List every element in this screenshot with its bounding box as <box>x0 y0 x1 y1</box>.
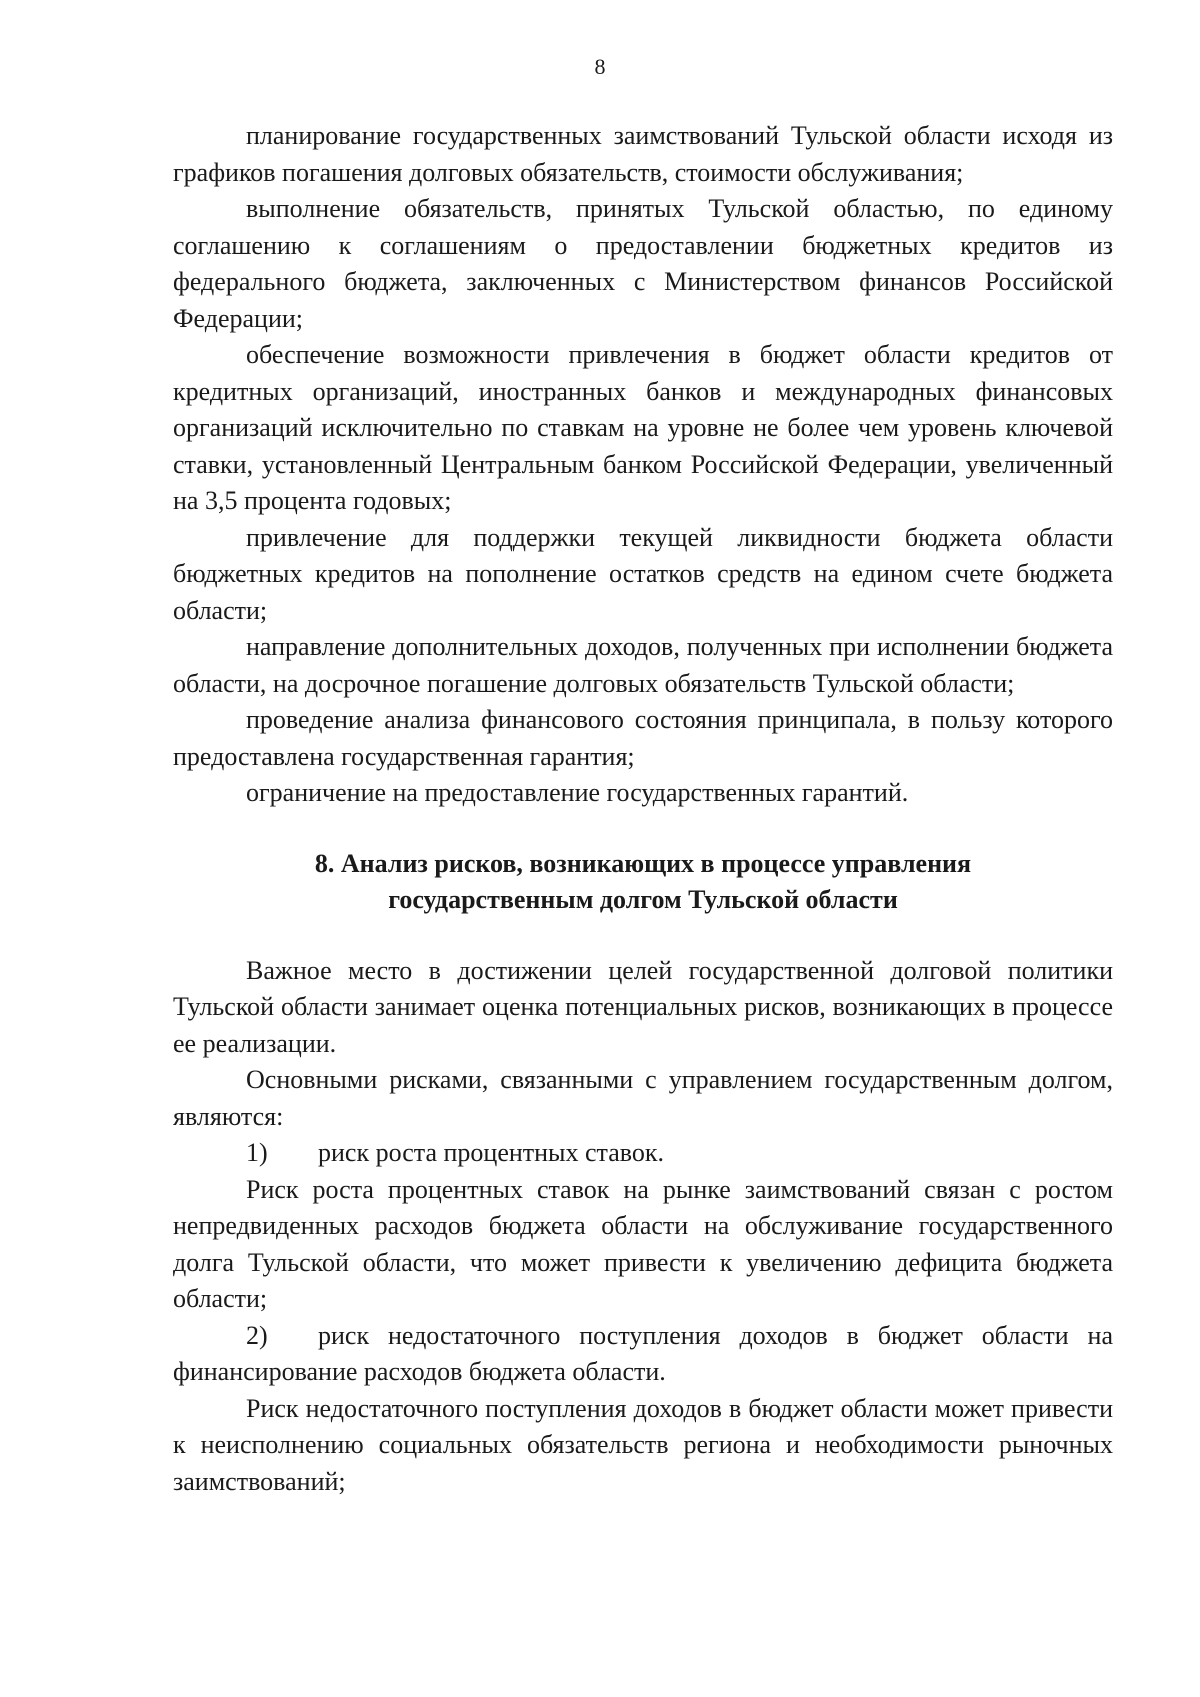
section-heading <box>173 846 1113 919</box>
paragraph-intro: Важное место в достижении целей государственной долговой политики Тульской области занимает оценка потенциальных рисков, возникающих в процессе ее реализации. <box>173 955 1113 1058</box>
paragraph-principal-analysis: проведение анализа финансового состояния принципала, в пользу которого предоставлена государственная гарантия; <box>173 705 1113 771</box>
list-item-text: риск роста процентных ставок. <box>318 1138 665 1167</box>
page-content <box>173 118 1113 1500</box>
paragraph-additional-income: направление дополнительных доходов, полученных при исполнении бюджета области, на досрочное погашение долговых обязательств Тульской области; <box>173 632 1113 698</box>
paragraph-borrowing-planning: планирование государственных заимствований Тульской области исходя из графиков погашения долговых обязательств, стоимости обслуживания; <box>173 121 1113 187</box>
section-heading-line1: 8. Анализ рисков, возникающих в процессе управления <box>314 848 972 878</box>
list-number: 2) <box>246 1320 268 1350</box>
page-number: 8 <box>594 54 606 79</box>
list-item-risk-1 <box>173 1135 1113 1172</box>
paragraph-obligations-fulfillment: выполнение обязательств, принятых Тульской областью, по единому соглашению к соглашениям о предоставлении бюджетных кредитов из федерального бюджета, заключенных с Министерством финансов Российской Федерации; <box>173 194 1113 333</box>
paragraph-risk-2-description: Риск недостаточного поступления доходов в бюджет области может привести к неисполнению социальных обязательств региона и необходимости рыночных заимствований; <box>173 1393 1113 1496</box>
list-item-risk-2 <box>173 1318 1113 1391</box>
paragraph-credit-attraction: обеспечение возможности привлечения в бюджет области кредитов от кредитных организаций, иностранных банков и международных финансовых организаций исключительно по ставкам на уровне не более чем уровень ключевой ставки, установленный Центральным банком Российской Федерации, увеличенный на 3,5 процента годовых; <box>173 340 1113 515</box>
section-heading-line2: государственным долгом Тульской области <box>388 885 898 914</box>
paragraph-main-risks: Основными рисками, связанными с управлением государственным долгом, являются: <box>173 1065 1113 1131</box>
paragraph-liquidity-support: привлечение для поддержки текущей ликвидности бюджета области бюджетных кредитов на пополнение остатков средств на едином счете бюджета области; <box>173 522 1113 625</box>
paragraph-risk-1-description: Риск роста процентных ставок на рынке заимствований связан с ростом непредвиденных расходов бюджета области на обслуживание государственного долга Тульской области, что может привести к увеличению дефицита бюджета области; <box>173 1174 1113 1313</box>
list-number: 1) <box>246 1138 268 1167</box>
list-item-text: риск недостаточного поступления доходов в бюджет области на финансирование расходов бюджета области. <box>173 1320 1113 1386</box>
paragraph-guarantee-limit: ограничение на предоставление государственных гарантий. <box>246 778 909 807</box>
